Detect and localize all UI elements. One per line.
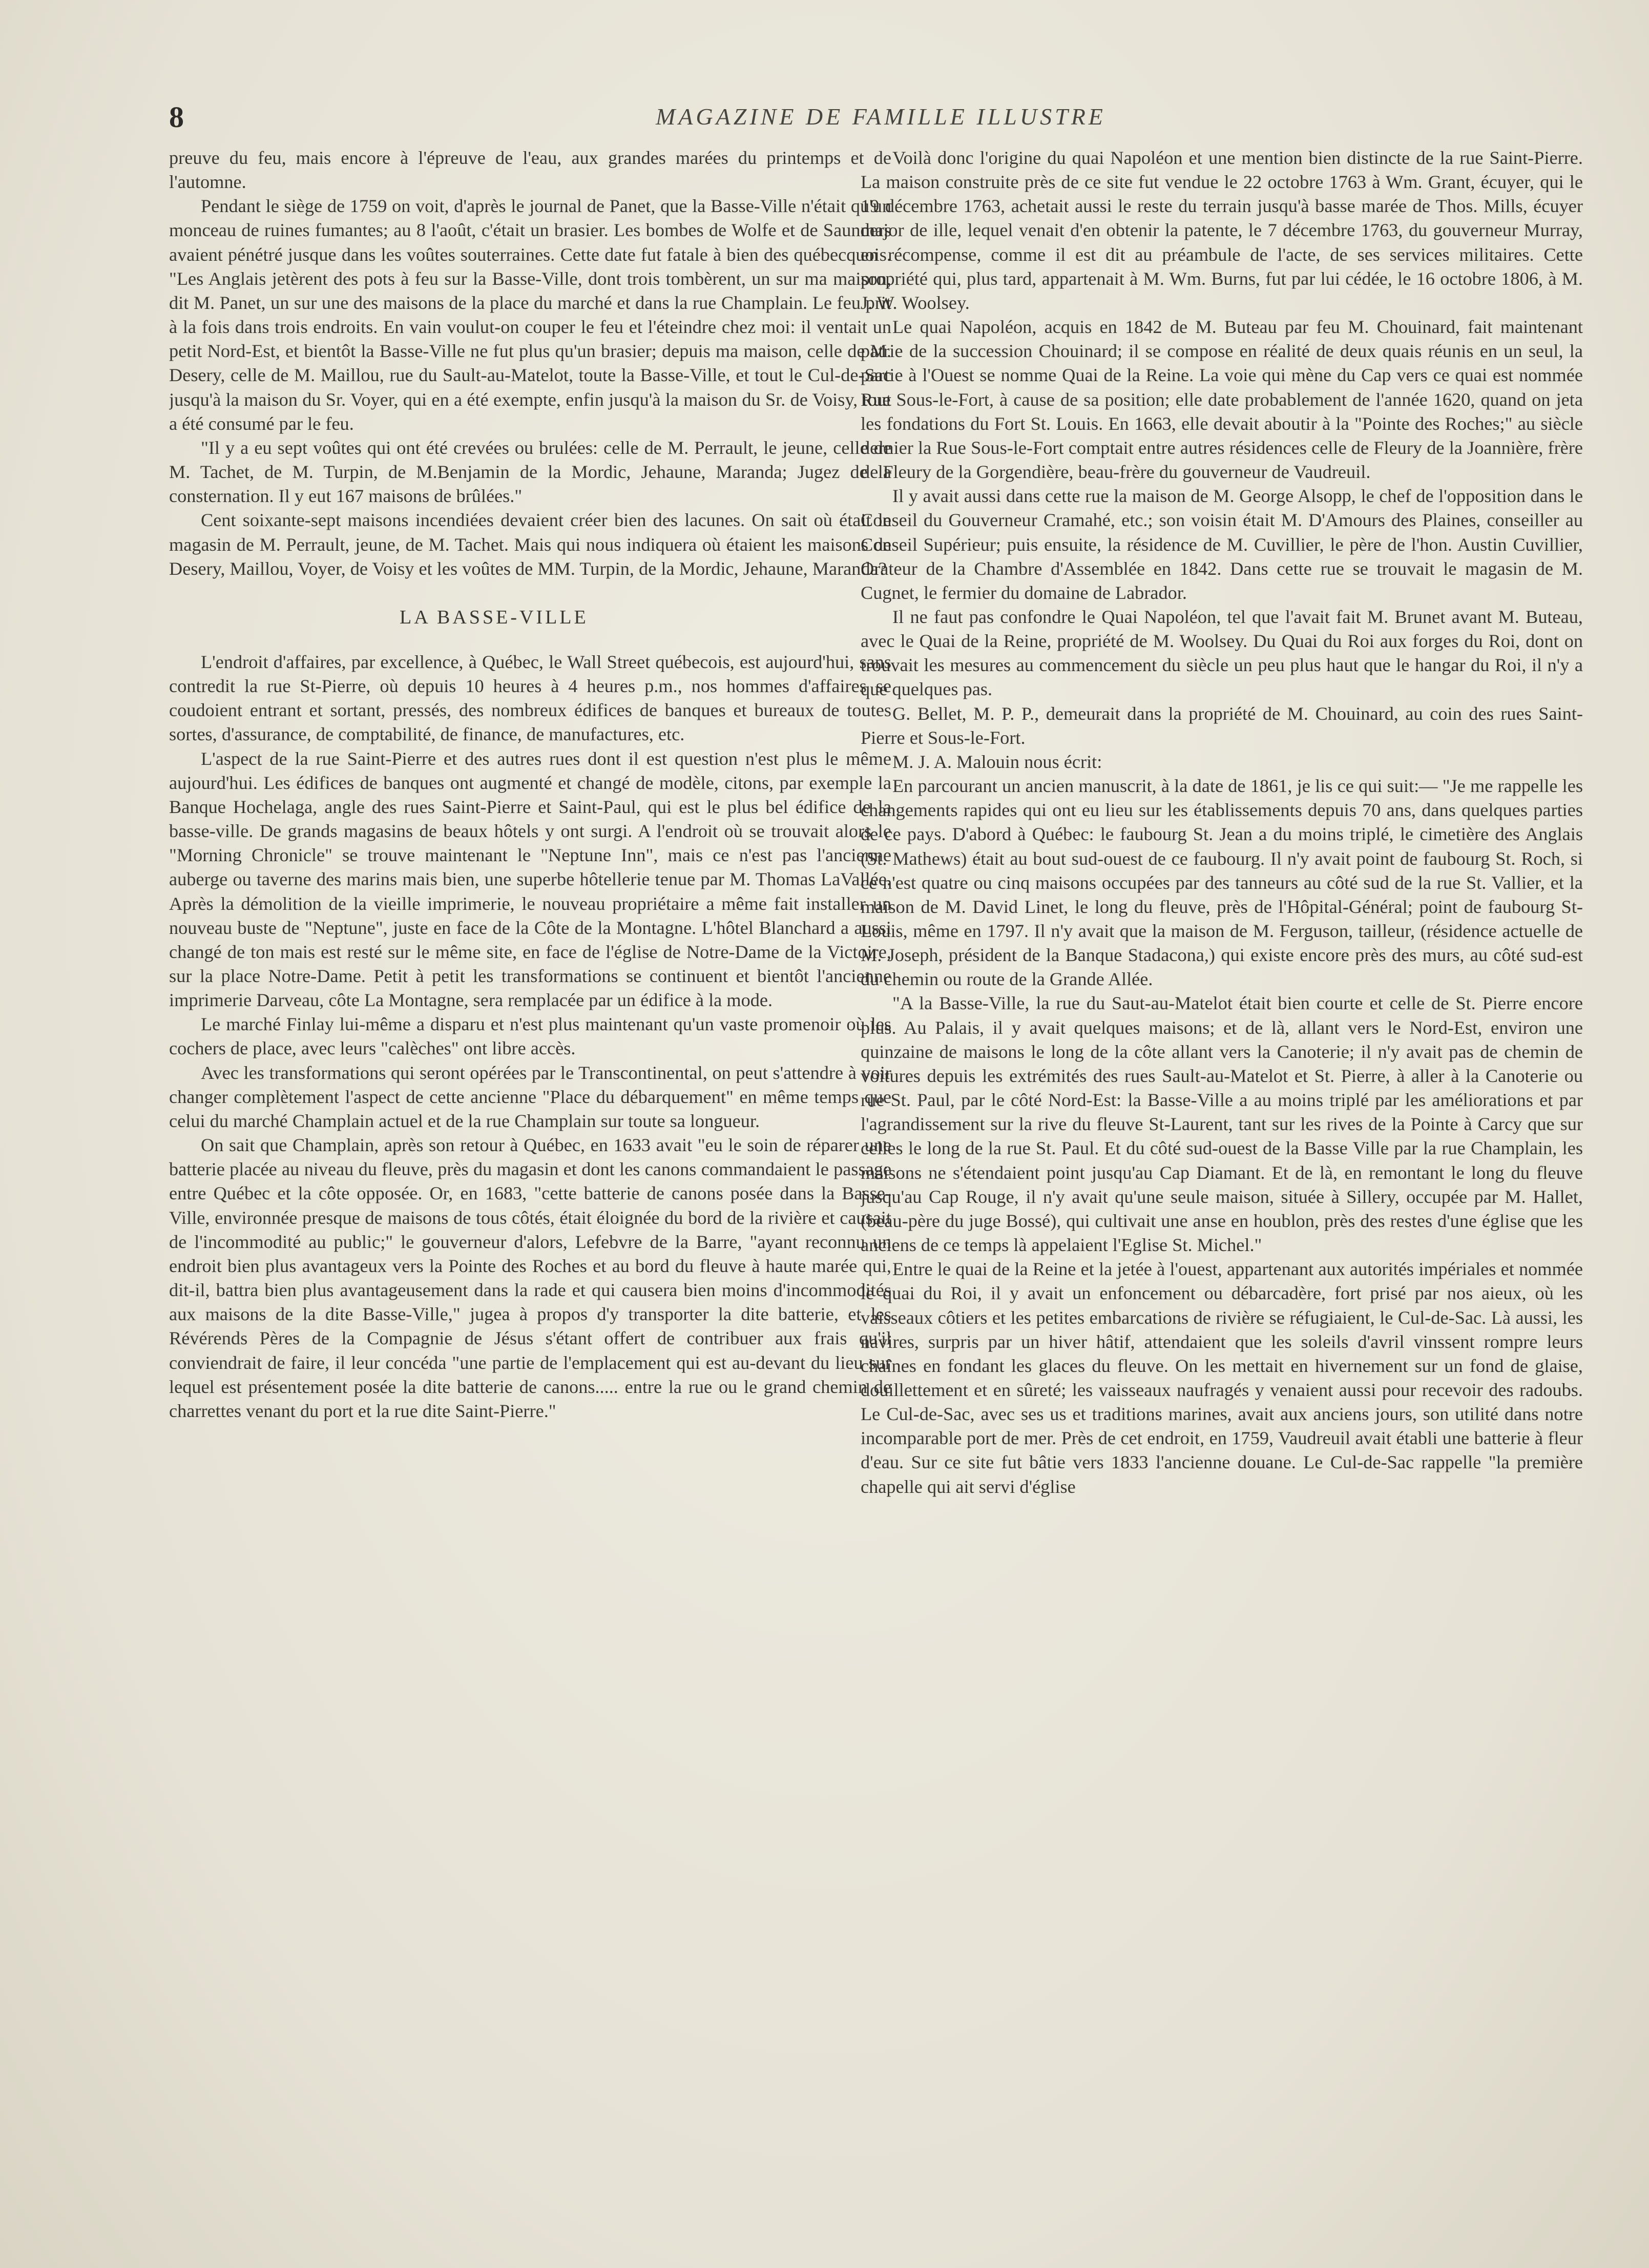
paragraph: Voilà donc l'origine du quai Napoléon et une mention bien distincte de la rue Saint-Pierre. La maison construite près de ce site fut vendue le 22 octobre 1763 à Wm. Grant, écuyer, qui le 19 décembre 1763, achetait aussi le reste du terrain jusqu'à basse marée de Thos. Mills, écuyer major de ille, lequel venait d'en obtenir la patente, le 7 décembre 1763, du gouverneur Murray, en récompense, comme il est dit au préambule de l'acte, de ses services militaires. Cette propriété qui, plus tard, appartenait à M. Wm. Burns, fut par lui cédée, le 16 octobre 1806, à M. J. W. Woolsey.	[861, 148, 1583, 313]
paragraph: Pendant le siège de 1759 on voit, d'après le journal de Panet, que la Basse-Ville n'était qu'un monceau de ruines fumantes; au 8 l'août, c'était un brasier. Les bombes de Wolfe et de Saunders avaient pénétré jusque dans les voûtes souterraines. Cette date fut fatale à bien des québecquois. "Les Anglais jetèrent des pots à feu sur la Basse-Ville, dont trois tombèrent, un sur ma maison, dit M. Panet, un sur une des maisons de la place du marché et dans la rue Champlain. Le feu prit à la fois dans trois endroits. En vain voulut-on couper le feu et l'éteindre chez moi: il ventait un petit Nord-Est, et bientôt la Basse-Ville ne fut plus qu'un brasier; depuis ma maison, celle de M. Desery, celle de M. Maillou, rue du Sault-au-Matelot, toute la Basse-Ville, et tout le Cul-de-Sac jusqu'à la maison du Sr. Voyer, qui en a été exempte, enfin jusqu'à la maison du Sr. de Voisy, tout a été consumé par le feu.	[169, 196, 891, 434]
paragraph: G. Bellet, M. P. P., demeurait dans la propriété de M. Chouinard, au coin des rues Saint-Pierre et Sous-le-Fort.	[861, 703, 1583, 748]
paragraph: Avec les transformations qui seront opérées par le Transcontinental, on peut s'attendre à voir changer complètement l'aspect de cette ancienne "Place du débarquement" en même temps que celui du marché Champlain actuel et de la rue Champlain sur toute sa longueur.	[169, 1062, 891, 1131]
page-number: 8	[169, 100, 184, 134]
paragraph: M. J. A. Malouin nous écrit:	[892, 751, 1102, 772]
running-head	[169, 100, 1552, 136]
paragraph: Le marché Finlay lui-même a disparu et n'est plus maintenant qu'un vaste promenoir où les cochers de place, avec leurs "calèches" ont libre accès.	[169, 1014, 891, 1059]
paragraph: "Il y a eu sept voûtes qui ont été crevées ou brulées: celle de M. Perrault, le jeune, celle de M. Tachet, de M. Turpin, de M.Benjamin de la Mordic, Jehaune, Maranda; Jugez de la consternation. Il y eut 167 maisons de brûlées."	[169, 437, 891, 507]
paragraph: Il y avait aussi dans cette rue la maison de M. George Alsopp, le chef de l'opposition dans le Conseil du Gouverneur Cramahé, etc.; son voisin était M. D'Amours des Plaines, conseiller au Conseil Supérieur; puis ensuite, la résidence de M. Cuvillier, le père de l'hon. Austin Cuvillier, Orateur de la Chambre d'Assemblée en 1842. Dans cette rue se trouvait le magasin de M. Cugnet, le fermier du domaine de Labrador.	[861, 486, 1583, 603]
paragraph: L'endroit d'affaires, par excellence, à Québec, le Wall Street québecois, est aujourd'hui, sans contredit la rue St-Pierre, où depuis 10 heures à 4 heures p.m., nos hommes d'affaires se coudoient entrant et sortant, pressés, des nombreux édifices de banques et bureaux de toutes sortes, d'assurance, de comptabilité, de finance, de manufactures, etc.	[169, 651, 891, 745]
left-column	[169, 146, 891, 2175]
magazine-title: MAGAZINE DE FAMILLE ILLUSTRE	[656, 103, 1106, 130]
paragraph: "A la Basse-Ville, la rue du Saut-au-Matelot était bien courte et celle de St. Pierre encore plus. Au Palais, il y avait quelques maisons; et de là, allant vers le Nord-Est, environ une quinzaine de maisons le long de la côte allant vers la Canoterie; il n'y avait pas de chemin de voitures depuis les extrémités des rues Sault-au-Matelot et St. Pierre, à aller à la Canoterie ou rue St. Paul, par le côté Nord-Est: la Basse-Ville a au moins triplé par les améliorations et par l'agrandissement sur la rive du fleuve St-Laurent, tant sur les rives de la Pointe à Carcy que sur celles le long de la rue St. Paul. Et du côté sud-ouest de la Basse Ville par la rue Champlain, les maisons ne s'étendaient point jusqu'au Cap Diamant. Et de là, en remontant le long du fleuve jusqu'au Cap Rouge, il n'y avait qu'une seule maison, située à Sillery, occupée par M. Hallet, (beau-père du juge Bossé), qui cultivait une anse en houblon, près des restes d'une église que les anciens de ce temps là appelaient l'Eglise St. Michel."	[861, 993, 1583, 1256]
paragraph: L'aspect de la rue Saint-Pierre et des autres rues dont il est question n'est plus le même aujourd'hui. Les édifices de banques ont augmenté et changé de modèle, citons, par exemple la Banque Hochelaga, angle des rues Saint-Pierre et Saint-Paul, qui est le plus bel édifice de la basse-ville. De grands magasins de beaux hôtels y ont surgi. A l'endroit où se trouvait alors le "Morning Chronicle" se trouve maintenant le "Neptune Inn", mais ce n'est pas l'ancienne auberge ou taverne des marins mais bien, une superbe hôtellerie tenue par M. Thomas LaVallée. Après la démolition de la vieille imprimerie, le nouveau propriétaire a même fait installer un nouveau buste de "Neptune", juste en face de la Côte de la Montagne. L'hôtel Blanchard a aussi changé de ton mais est resté sur le même site, en face de l'église de Notre-Dame de la Victoire, sur la place Notre-Dame. Petit à petit les transformations se continuent et bientôt l'ancienne imprimerie Darveau, côte La Montagne, sera remplacée par un édifice à la mode.	[169, 748, 891, 1011]
paragraph: On sait que Champlain, après son retour à Québec, en 1633 avait "eu le soin de réparer une batterie placée au niveau du fleuve, près du magasin et dont les canons commandaient le passage entre Québec et la côte opposée. Or, en 1683, "cette batterie de canons posée dans la Basse-Ville, environnée presque de maisons de tous côtés, était éloignée du bord de la rivière et causait de l'incommodité au public;" le gouverneur d'alors, Lefebvre de la Barre, "ayant reconnu un endroit bien plus avantageux vers la Pointe des Roches et au bord du fleuve à haute marée qui, dit-il, battra bien plus avantageusement dans la rade et qui causera bien moins d'incommodités aux maisons de la dite Basse-Ville," jugea à propos d'y transporter la dite batterie, et les Révérends Pères de la Compagnie de Jésus s'étant offert de contribuer aux frais qu'il conviendrait de faire, il leur concéda "une partie de l'emplacement qui est au-devant du lieu sur lequel est présentement posée la dite batterie de canons..... entre la rue ou le grand chemin de charrettes venant du port et la rue dite Saint-Pierre."	[169, 1135, 891, 1421]
paragraph: Entre le quai de la Reine et la jetée à l'ouest, appartenant aux autorités impériales et nommée le quai du Roi, il y avait un enfoncement ou débarcadère, fort prisé par nos aieux, où les vaisseaux côtiers et les petites embarcations de rivière se réfugiaient, le Cul-de-Sac. Là aussi, les navires, surpris par un hiver hâtif, attendaient que les soleils d'avril vinssent rompre leurs chaînes en fondant les glaces du fleuve. On les mettait en hivernement sur un fond de glaise, douillettement et en sûreté; les vaisseaux naufragés y venaient aussi pour recevoir des radoubs. Le Cul-de-Sac, avec ses us et traditions marines, avait aux anciens jours, son utilité dans notre incomparable port de mer. Près de cet endroit, en 1759, Vaudreuil avait établi une batterie à fleur d'eau. Sur ce site fut bâtie vers 1833 l'ancienne douane. Le Cul-de-Sac rappelle "la première chapelle qui ait servi d'église	[861, 1259, 1583, 1497]
paragraph: Il ne faut pas confondre le Quai Napoléon, tel que l'avait fait M. Brunet avant M. Buteau, avec le Quai de la Reine, propriété de M. Woolsey. Du Quai du Roi aux forges du Roi, dont on trouvait les mesures au commencement du siècle un peu plus haut que le hangar du Roi, il n'y a que quelques pas.	[861, 606, 1583, 700]
section-heading: LA BASSE-VILLE	[400, 606, 589, 628]
paragraph: En parcourant un ancien manuscrit, à la date de 1861, je lis ce qui suit:— "Je me rappelle les changements rapides qui ont eu lieu sur les établissements depuis 70 ans, dans quelques parties de ce pays. D'abord à Québec: le faubourg St. Jean a du moins triplé, le cimetière des Anglais (St. Mathews) était au bout sud-ouest de ce faubourg. Il n'y avait point de faubourg St. Roch, si ce n'est quatre ou cinq maisons occupées par des tanneurs au côté sud de la rue St. Vallier, et la maison de M. David Linet, le long du fleuve, près de l'Hôpital-Général; point de faubourg St-Louis, même en 1797. Il n'y avait que la maison de M. Ferguson, tailleur, (résidence actuelle de M. Joseph, président de la Banque Stadacona,) qui existe encore près des murs, au côté sud-est du chemin ou route de la Grande Allée.	[861, 776, 1583, 990]
paragraph: Cent soixante-sept maisons incendiées devaient créer bien des lacunes. On sait où était le magasin de M. Perrault, jeune, de M. Tachet. Mais qui nous indiquera où étaient les maisons de Desery, Maillou, Voyer, de Voisy et les voûtes de MM. Turpin, de la Mordic, Jehaune, Maranda?	[169, 510, 891, 579]
paragraph: preuve du feu, mais encore à l'épreuve de l'eau, aux grandes marées du printemps et de l'automne.	[169, 148, 891, 193]
right-column	[861, 146, 1583, 2175]
paragraph: Le quai Napoléon, acquis en 1842 de M. Buteau par feu M. Chouinard, fait maintenant patrie de la succession Chouinard; il se compose en réalité de deux quais réunis en un seul, la partie à l'Ouest se nomme Quai de la Reine. La voie qui mène du Cap vers ce quai est nommée Rue Sous-le-Fort, à cause de sa position; elle date probablement de l'année 1620, quand on jeta les fondations du Fort St. Louis. En 1663, elle devait aboutir à la "Pointe des Roches;" au siècle dernier la Rue Sous-le-Fort comptait entre autres résidences celle de Fleury de la Joannière, frère de Fleury de la Gorgendière, beau-frère du gouverneur de Vaudreuil.	[861, 317, 1583, 483]
